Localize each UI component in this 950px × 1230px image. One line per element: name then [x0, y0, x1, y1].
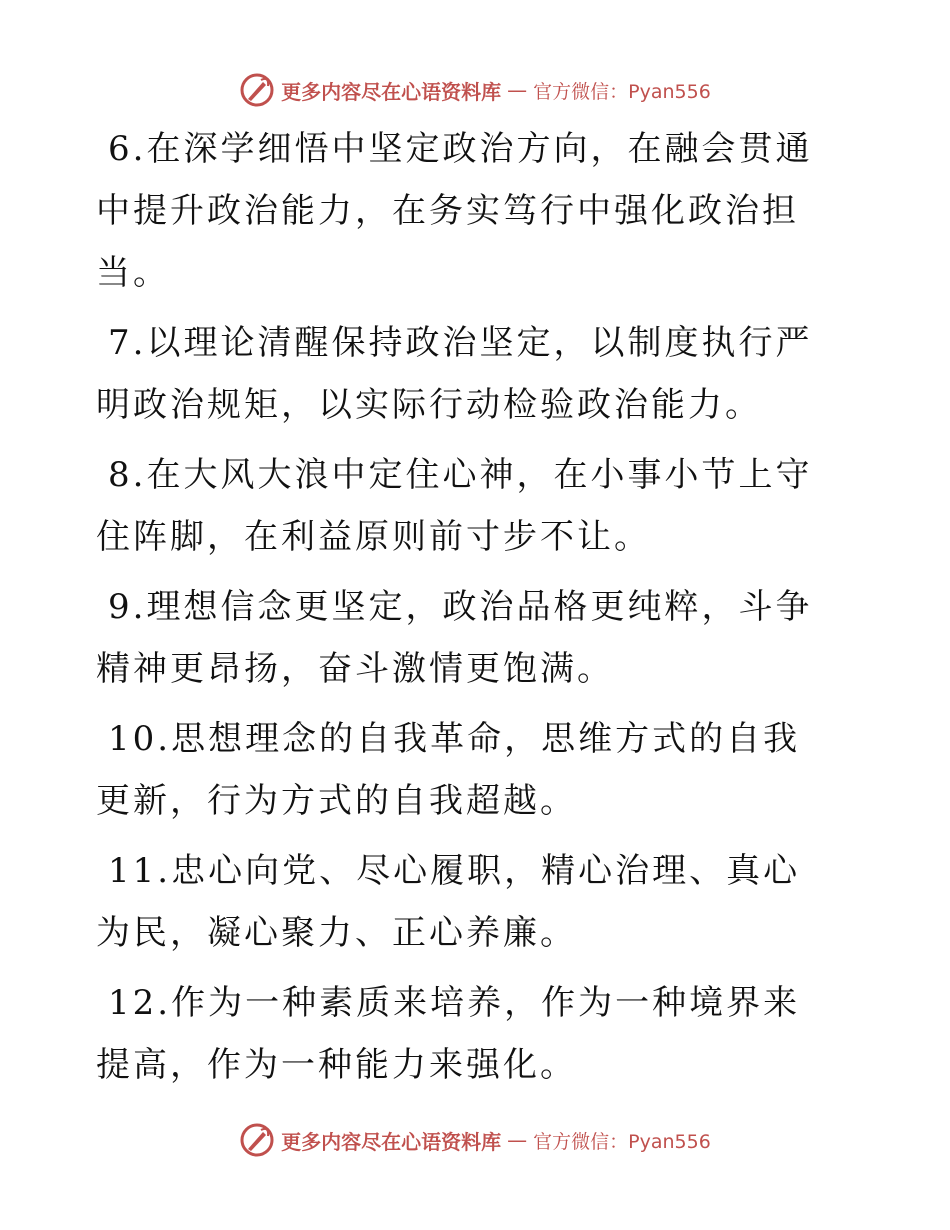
banner-main-text: 更多内容尽在心语资料库 — [281, 79, 502, 104]
list-item: 10.思想理念的自我革命，思维方式的自我更新，行为方式的自我超越。 — [96, 719, 801, 821]
header-banner — [0, 70, 950, 110]
quill-logo-icon — [239, 72, 275, 108]
list-item: 7.以理论清醒保持政治坚定，以制度执行严明政治规矩，以实际行动检验政治能力。 — [96, 323, 813, 425]
banner-main-text: 更多内容尽在心语资料库 — [281, 1129, 502, 1154]
banner-wechat-text: 官方微信：Pyan556 — [533, 80, 711, 103]
list-item: 12.作为一种素质来培养，作为一种境界来提高，作为一种能力来强化。 — [96, 983, 801, 1085]
footer-banner — [0, 1120, 950, 1160]
banner-wechat-text: 官方微信：Pyan556 — [533, 1130, 711, 1153]
quill-logo-icon — [239, 1122, 275, 1158]
list-item: 6.在深学细悟中坚定政治方向，在融会贯通中提升政治能力，在务实笃行中强化政治担当。 — [96, 129, 813, 293]
banner-separator: — — [507, 1128, 528, 1152]
list-item: 9.理想信念更坚定，政治品格更纯粹，斗争精神更昂扬，奋斗激情更饱满。 — [96, 587, 813, 689]
list-item: 8.在大风大浪中定住心神，在小事小节上守住阵脚，在利益原则前寸步不让。 — [96, 455, 813, 557]
list-item: 11.忠心向党、尽心履职，精心治理、真心为民，凝心聚力、正心养廉。 — [96, 851, 801, 953]
document-body — [96, 118, 836, 1104]
banner-separator: — — [507, 78, 528, 102]
